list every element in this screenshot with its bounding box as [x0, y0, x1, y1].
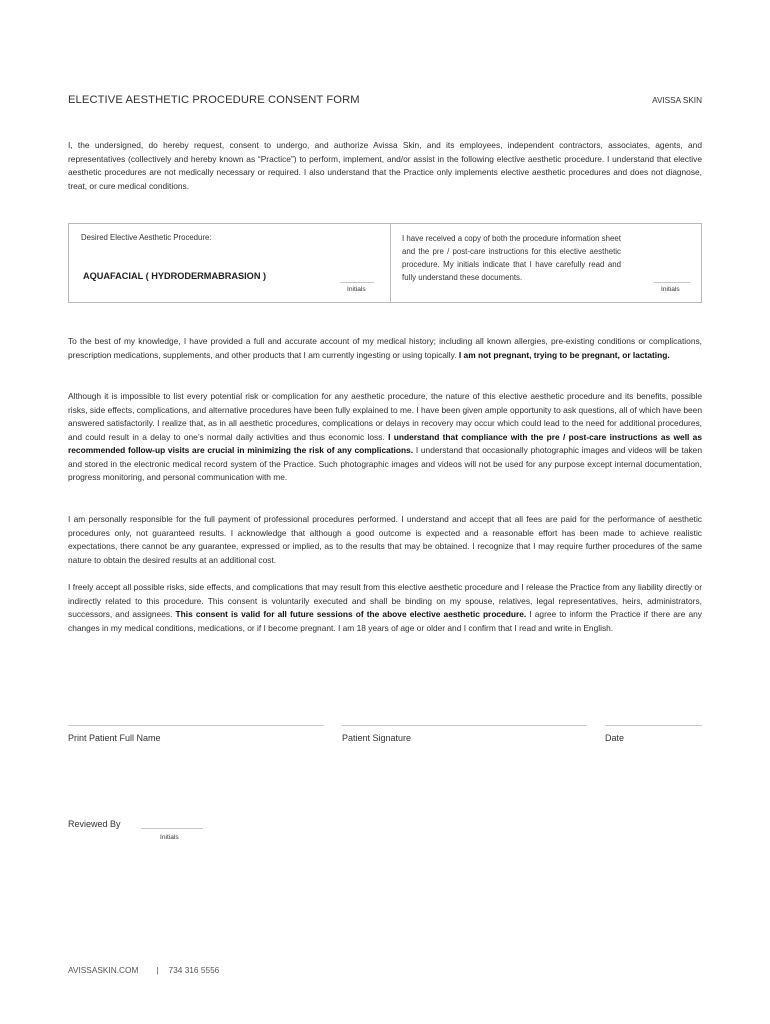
initials-line-right[interactable] [654, 282, 690, 283]
footer [68, 965, 219, 975]
reviewed-by-label: Reviewed By [68, 819, 121, 829]
footer-website[interactable]: AVISSASKIN.COM [68, 965, 139, 975]
release-text-a: I freely accept all possible risks, side effects, and complications that may result from this elective aesthetic procedure and I release the Practice from any liability directly or indirectly related to this procedure. This consent is voluntarily executed and shall be binding on my spouse, relatives, legal representatives, heirs, administrators, successors, and assignees. [68, 582, 702, 619]
print-name-line[interactable] [68, 725, 324, 726]
procedure-box [68, 223, 702, 303]
payment-paragraph: I am personally responsible for the full payment of professional procedures performed. I understand and accept that all fees are paid for the performance of aesthetic procedures only, not guaranteed results. I acknowledge that although a good outcome is expected and a reasonable effort has been made to achieve realistic expectations, there cannot be any guarantee, expressed or implied, as to the results that may be obtained. I recognize that I may require further procedures of the same nature to obtain the desired results at an additional cost. [68, 514, 702, 565]
date-line[interactable] [605, 725, 702, 726]
pregnancy-statement: I am not pregnant, trying to be pregnant, or lactating. [458, 349, 670, 360]
validity-statement: This consent is valid for all future sessions of the above elective aesthetic procedure. [175, 609, 527, 619]
medical-history-paragraph [68, 335, 702, 362]
risks-text-b: I understand that occasionally photographic images and videos will be taken and stored in the electronic medical record system of the Practice. Such photographic images and videos will not be used for any purpose except internal documentation, progress monitoring, and personal communication with me. [68, 445, 702, 482]
medical-history-text: To the best of my knowledge, I have provided a full and accurate account of my medical history; including all known allergies, pre-existing conditions or complications, prescription medications, supplements, and other products that I am currently ingesting or using topically. [68, 336, 702, 360]
release-paragraph [68, 581, 702, 635]
risks-text-a: Although it is impossible to list every potential risk or complication for any aesthetic procedure, the nature of this elective aesthetic procedure and its benefits, possible risks, side effects, complications, and alternative procedures have been fully explained to me. I have been given ample opportunity to ask questions, all of which have been answered satisfactorily. I realize that, as in all aesthetic procedures, complications or delays in recovery may occur which could lead to the need for additional procedures, and could result in a delay to one’s normal daily activities and thus economic loss. [68, 391, 702, 442]
reviewer-initials-label: Initials [160, 834, 179, 841]
intro-paragraph: I, the undersigned, do hereby request, consent to undergo, and authorize Avissa Skin, and its employees, independent contractors, associates, agents, and representatives (collectively and hereby known as “Practice”) to perform, implement, and/or assist in the following elective aesthetic procedure. I understand that elective aesthetic procedures are not medically necessary or required. I also understand that the Practice only implements elective aesthetic procedures and does not diagnose, treat, or cure medical conditions. [68, 140, 702, 191]
signature-line[interactable] [342, 725, 587, 726]
risks-paragraph [68, 390, 702, 485]
release-text-b: I agree to inform the Practice if there are any changes in my medical conditions, medications, or if I become pregnant. I am 18 years of age or older and I confirm that I read and write in English. [68, 609, 702, 633]
footer-phone: 734 316 5556 [168, 965, 220, 975]
brand-name: AVISSA SKIN [652, 96, 702, 105]
procedure-label: Desired Elective Aesthetic Procedure: [81, 233, 212, 242]
date-label: Date [605, 733, 625, 743]
footer-separator: | [156, 965, 159, 975]
box-divider [390, 224, 391, 302]
reviewer-initials-line[interactable] [141, 828, 203, 829]
initials-line-left[interactable] [340, 282, 374, 283]
initials-label-left: Initials [347, 286, 366, 293]
compliance-statement: I understand that compliance with the pre / post-care instructions as well as recommended follow-up visits are crucial in minimizing the risk of any complications. [68, 431, 702, 455]
initials-label-right: Initials [661, 286, 680, 293]
procedure-name: AQUAFACIAL ( HYDRODERMABRASION ) [83, 271, 267, 281]
form-title: ELECTIVE AESTHETIC PROCEDURE CONSENT FORM [68, 94, 360, 106]
print-name-label: Print Patient Full Name [68, 733, 161, 743]
copy-statement: I have received a copy of both the procedure information sheet and the pre / post-care instructions for this elective aesthetic procedure. My initials indicate that I have carefully read and fully understand these documents. [402, 234, 621, 282]
signature-label: Patient Signature [342, 733, 412, 743]
